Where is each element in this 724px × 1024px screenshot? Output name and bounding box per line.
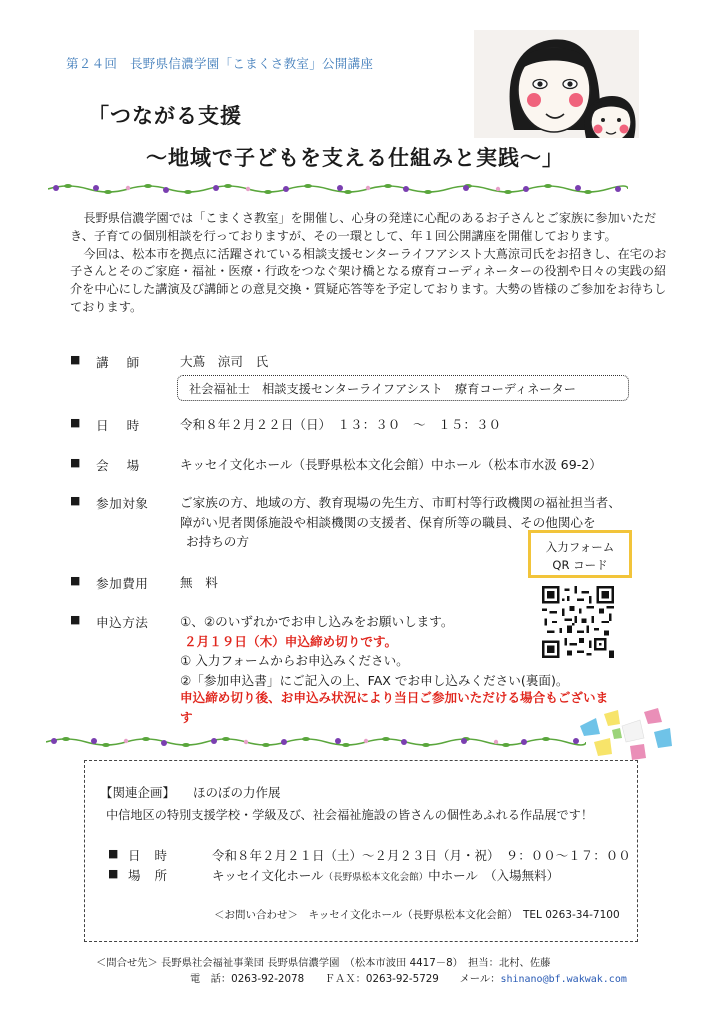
qr-code[interactable] — [542, 586, 614, 658]
intro-paragraph-1: 長野県信濃学園では「こまくさ教室」を開催し、心身の発達に心配のあるお子さんとご家族に参加いただき、子育ての個別相談を行っておりますが、その一環として、年１回公開講座を開催しております。 — [70, 211, 657, 243]
related-date-value: 令和８年２月２１日（土）～２月２３日（月・祝） ９：００～１７：００ — [212, 848, 631, 863]
apply-line-4: ②「参加申込書」にご記入の上、FAX でお申し込みください(裏面)。 — [180, 672, 569, 688]
bullet: ■ — [70, 494, 81, 507]
bullet: ■ — [70, 613, 81, 626]
lecturer-row — [70, 352, 660, 372]
vine-divider-bottom — [46, 733, 586, 749]
related-event-title — [100, 783, 281, 801]
fee-value: 無 料 — [180, 575, 218, 590]
qr-label-line-1: 入力フォーム — [545, 540, 615, 554]
fee-label: 参加費用 — [96, 576, 149, 591]
bullet: ■ — [108, 867, 119, 880]
related-event-desc: 中信地区の特別支援学校・学級及び、社会福祉施設の皆さんの個性あふれる作品展です！ — [106, 808, 594, 822]
audience-line-2: 障がい児者関係施設や相談機関の支援者、保育所等の職員、その他関心を — [180, 514, 596, 530]
footer-contact-line: ＜問合せ先＞ 長野県社会福祉事業団 長野県信濃学園 （松本市波田 4417－8） 担当：北村、佐藤 — [96, 957, 551, 969]
qr-label-line-2: QR コード — [552, 558, 608, 572]
apply-label: 申込方法 — [96, 615, 149, 630]
bullet: ■ — [70, 574, 81, 587]
footer-email-link[interactable]: shinano@bf.wakwak.com — [500, 974, 627, 985]
related-place-label: 場所 — [128, 868, 182, 883]
related-place-row — [108, 866, 559, 884]
bullet: ■ — [70, 353, 81, 366]
related-event-tag: 【関連企画】 — [100, 785, 176, 800]
title-line-1: 「つながる支援 — [88, 104, 242, 128]
bullet: ■ — [108, 847, 119, 860]
lecturer-label: 講師 — [96, 355, 158, 370]
audience-line-1: ご家族の方、地域の方、教育現場の先生方、市町村等行政機関の福祉担当者、 — [180, 495, 621, 510]
venue-value: キッセイ文化ホール（長野県松本文化会館）中ホール（松本市水汲 69-2） — [180, 457, 602, 472]
related-place-value — [212, 866, 559, 884]
footer-tel-fax: 電 話：0263-92-2078 ＦＡＸ：0263-92-5729 メール： — [190, 973, 501, 985]
related-place-paren: （長野県松本文化会館） — [323, 872, 429, 883]
related-date-row — [108, 846, 631, 864]
apply-line-3: ① 入力フォームからお申込みください。 — [180, 653, 409, 668]
related-date-label: 日時 — [128, 848, 182, 863]
intro-paragraph-2: 今回は、松本市を拠点に活躍されている相談支援センターライフアシスト大蔦涼司氏をお招きし、在宅のお子さんとそのご家庭・福祉・医療・行政をつなぐ架け橋となる療育コーディネーターの役割や日々の実践の紹介を中心にした講演及び講師との意見交換・質疑応答等を予定しております。大勢の皆様のご参加をお待ちしております。 — [70, 246, 667, 314]
datetime-row — [70, 415, 660, 435]
related-event-name: ほのぼの力作展 — [193, 785, 281, 800]
confetti-decoration — [574, 706, 674, 762]
datetime-value: 令和８年２月２２日（日） １３：３０ ～ １５：３０ — [180, 417, 502, 432]
audience-line-3: お持ちの方 — [186, 534, 249, 549]
related-place-hall: 中ホール （入場無料） — [428, 868, 560, 883]
bullet: ■ — [70, 416, 81, 429]
qr-label-box — [528, 530, 632, 578]
footer-phone-line — [190, 970, 627, 985]
apply-line-1: ①、②のいずれかでお申し込みをお願いします。 — [180, 614, 454, 629]
vine-divider-top — [48, 180, 628, 196]
apply-note: 申込締め切り後、お申込み状況により当日ご参加いただける場合もございます — [180, 690, 609, 725]
intro-text — [70, 210, 670, 317]
series-header: 第２４回 長野県信濃学園「こまくさ教室」公開講座 — [66, 56, 374, 71]
audience-label: 参加対象 — [96, 496, 149, 511]
venue-label: 会場 — [96, 458, 158, 473]
lecturer-org-box: 社会福祉士 相談支援センターライフアシスト 療育コーディネーター — [177, 375, 629, 401]
mother-child-illustration — [474, 30, 639, 138]
datetime-label: 日時 — [96, 418, 158, 433]
apply-deadline: ２月１９日（木）申込締め切りです。 — [184, 633, 398, 649]
title-line-2: ～地域で子どもを支える仕組みと実践～」 — [146, 146, 564, 170]
bullet: ■ — [70, 456, 81, 469]
related-place-main: キッセイ文化ホール — [212, 868, 324, 883]
related-contact: ＜お問い合わせ＞ キッセイ文化ホール（長野県松本文化会館） TEL 0263-34-7100 — [214, 909, 620, 921]
lecturer-name: 大蔦 涼司 氏 — [180, 354, 269, 369]
venue-row — [70, 455, 660, 475]
